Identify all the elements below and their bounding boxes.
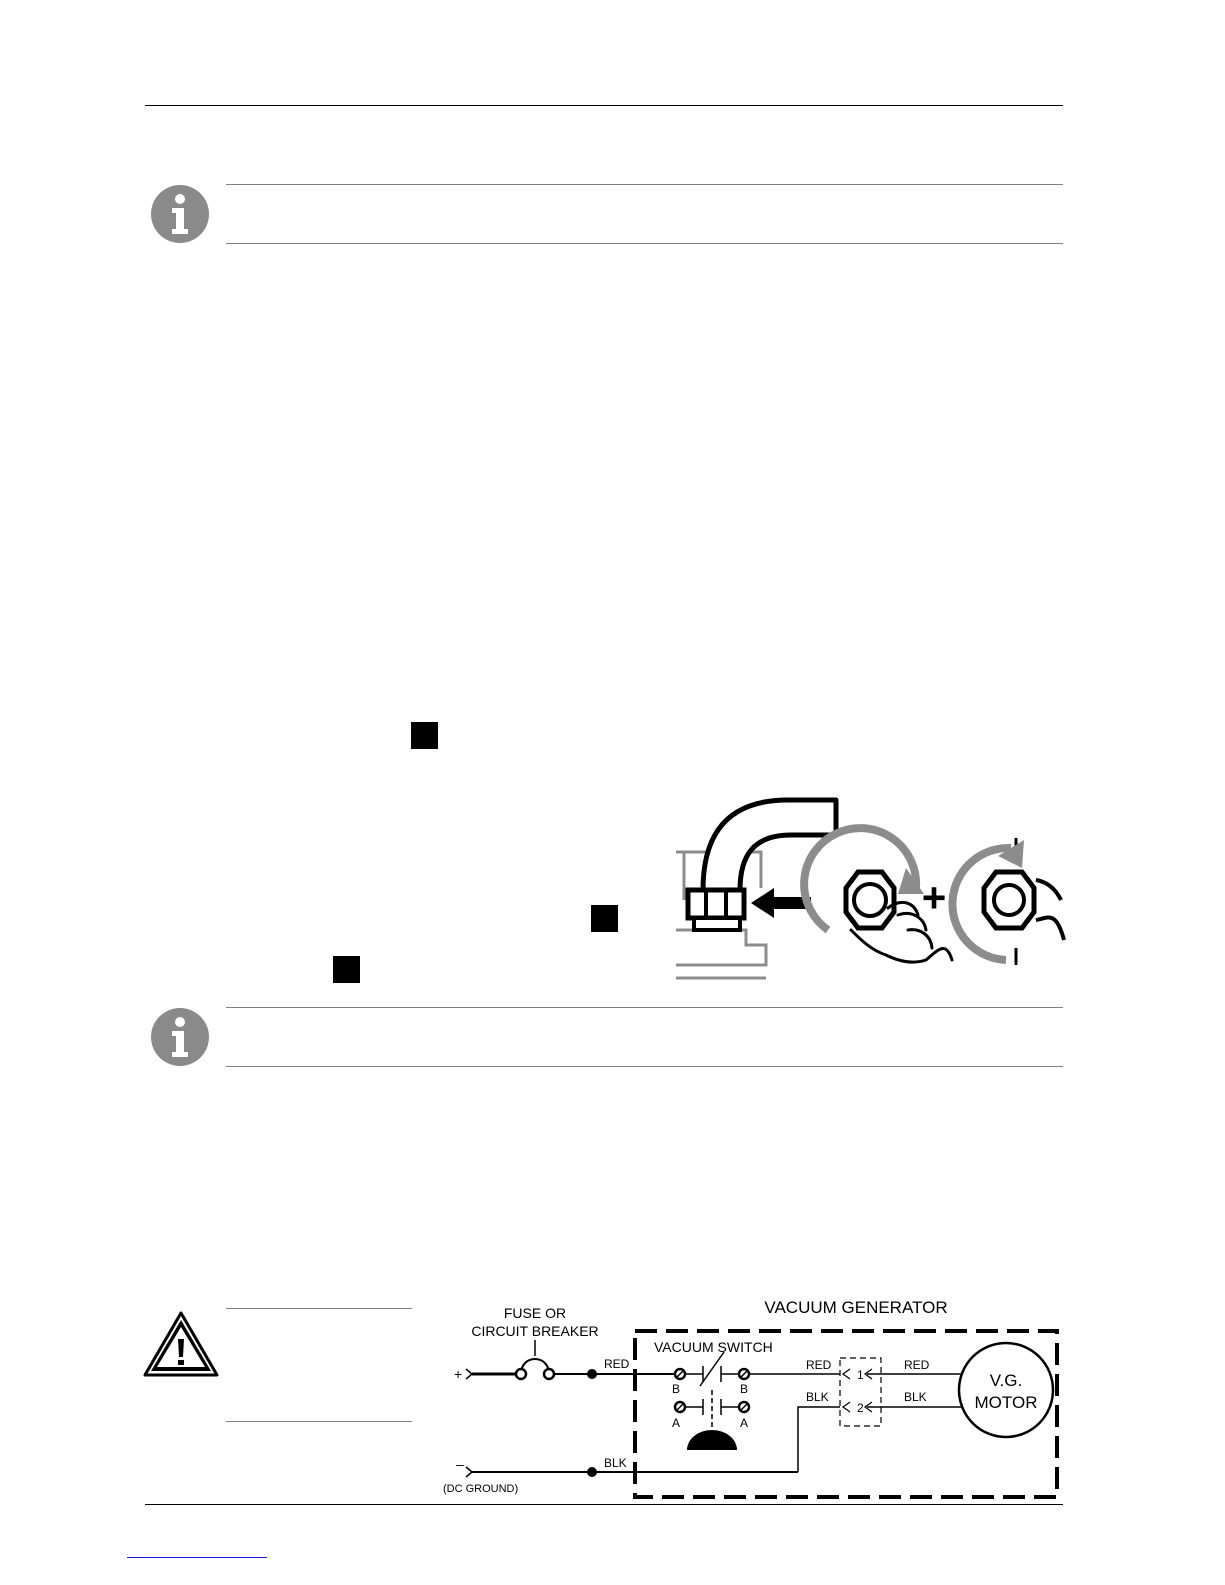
- fuse-label-line1: FUSE OR: [503, 1305, 567, 1321]
- contact-b-right: B: [740, 1382, 749, 1396]
- motor-label-line2: MOTOR: [974, 1393, 1038, 1412]
- vacuum-generator-label: VACUUM GENERATOR: [764, 1298, 948, 1317]
- positive-terminal-label: +: [454, 1366, 463, 1382]
- step-marker: [411, 722, 438, 749]
- wire-red-switch-out: RED: [806, 1358, 832, 1372]
- motor-label-line1: V.G.: [989, 1371, 1023, 1390]
- info-note-bottom-rule: [226, 1066, 1063, 1067]
- wiring-diagram: [440, 1290, 1065, 1505]
- connector-pin-2: 2: [857, 1401, 864, 1415]
- step-marker: [333, 956, 360, 983]
- wire-blk-motor: BLK: [904, 1390, 927, 1404]
- header-rule: [145, 105, 1063, 106]
- pipe-nut: [688, 890, 744, 930]
- info-note-top-rule: [226, 1007, 1063, 1008]
- wrench-tighten-icon: [952, 838, 1064, 965]
- warning-triangle-icon: [143, 1311, 219, 1377]
- fuse-label-line2: CIRCUIT BREAKER: [471, 1323, 599, 1339]
- contact-a-left: A: [672, 1416, 681, 1430]
- warning-top-rule: [226, 1308, 412, 1309]
- info-icon: [151, 185, 209, 243]
- footer-link-underline: [127, 1557, 267, 1558]
- info-note-top-rule: [226, 184, 1063, 185]
- contact-b-left: B: [672, 1382, 681, 1396]
- info-note-bottom-rule: [226, 243, 1063, 244]
- wire-red-motor: RED: [904, 1358, 930, 1372]
- warning-bottom-rule: [226, 1421, 412, 1422]
- fitting-tightening-illustration: [676, 790, 1068, 985]
- dc-ground-label: (DC GROUND): [443, 1483, 519, 1495]
- plus-sign: +: [921, 874, 947, 921]
- wire-blk-ground: BLK: [604, 1456, 627, 1470]
- vg-motor-symbol: [959, 1343, 1053, 1437]
- negative-terminal-label: –: [456, 1456, 464, 1472]
- step-marker: [591, 905, 618, 932]
- connector-pin-1: 1: [857, 1368, 864, 1382]
- wire-red-supply: RED: [604, 1357, 630, 1371]
- contact-a-right: A: [740, 1416, 749, 1430]
- footer-rule: [145, 1504, 1063, 1505]
- vacuum-switch-symbol: [675, 1352, 749, 1450]
- wire-blk-connector: BLK: [806, 1390, 829, 1404]
- info-icon: [151, 1008, 209, 1066]
- vacuum-switch-label: VACUUM SWITCH: [654, 1339, 773, 1355]
